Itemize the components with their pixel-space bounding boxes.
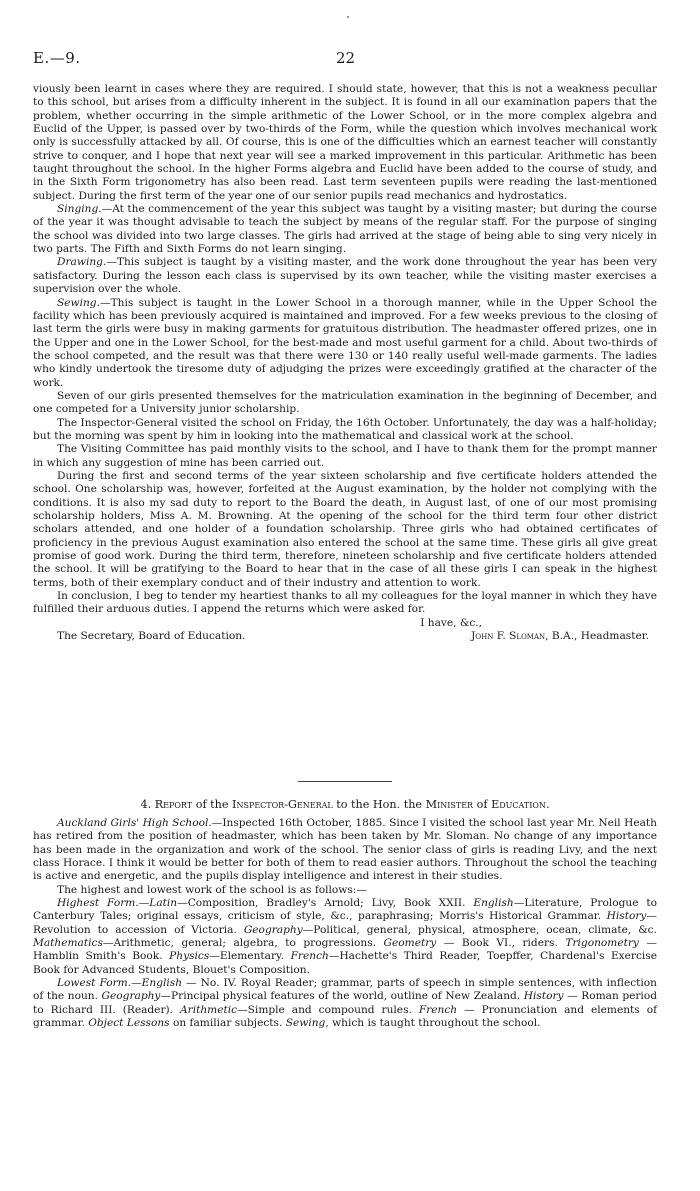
paragraph-drawing: Drawing.—This subject is taught by a visiting master, and the work done throughout the year has been very satisfactory. During the lesson each class is supervised by its own teacher, while the visiting master exercises a supervision over the whole. [33, 256, 657, 296]
paragraph-mathematics: viously been learnt in cases where they are required. I should state, however, that this is not a weakness peculiar to this school, but arises from a difficulty inherent in the subject. It is found in all our examination papers that the problem, whether occurring in the simple arithmetic of the Lower School, or in the more complex algebra and Euclid of the Upper, is passed over by two-thirds of the Form, while the question which involves mechanical work only is successfully attacked by all. Of course, this is one of the difficulties which an earnest teacher will constantly strive to conquer, and I hope that next year will see a marked improvement in this particular. Arithmetic has been taught throughout the school. In the higher Forms algebra and Euclid have been added to the course of study, and in the Sixth Form trigonometry has also been read. Last term seventeen pupils were reading the last-mentioned subject. During the first term of the year one of our senior pupils read mechanics and hydrostatics. [33, 83, 657, 202]
paragraph-conclusion: In conclusion, I beg to tender my heartiest thanks to all my colleagues for the loyal manner in which they have fulfilled their arduous duties. I append the returns which were asked for. [33, 590, 657, 616]
report-title: 4. Report of the Inspector-General to the Hon. the Minister of Education. [140, 798, 550, 811]
paragraph-visiting-committee: The Visiting Committee has paid monthly visits to the school, and I have to thank them for the prompt manner in which any suggestion of mine has been carried out. [33, 443, 657, 469]
closing-salutation: I have, &c., [420, 616, 482, 629]
paragraph-inspector-visit: The Inspector-General visited the school on Friday, the 16th October. Unfortunately, the day was a half-holiday; but the morning was spent by him in looking into the mathematical and classical work at the school. [33, 416, 657, 442]
paragraph-matriculation: Seven of our girls presented themselves for the matriculation examination in the beginning of December, and one competed for a University junior scholarship. [33, 389, 657, 416]
inspector-report-body [33, 817, 657, 1031]
document-code: E.—9. [33, 49, 81, 67]
highest-form-heading: Highest Form. [57, 897, 139, 910]
page-number: 22 [336, 49, 356, 67]
paragraph-scholarships: During the first and second terms of the year sixteen scholarship and five certificate holders attended the school. One scholarship was, however, forfeited at the August examination, by the holder not complying with the conditions. It is also my sad duty to report to the Board the death, in August last, of one of our most promising scholarship holders, Miss A. M. Browning. At the opening of the school for the third term four other district scholars attended, and one holder of a foundation scholarship. Three girls who had obtained certificates of proficiency in the previous August examination also entered the school at the same time. These girls all give great promise of good work. During the third term, therefore, nineteen scholarship and five certificate holders attended the school. It will be gratifying to the Board to hear that in the case of all these girls I can speak in the highest terms, both of their exemplary conduct and of their industry and attention to work. [33, 469, 657, 589]
singing-heading: Singing. [57, 203, 102, 216]
paragraph-highest-form: Highest Form.—Latin—Composition, Bradley's Arnold; Livy, Book XXII. English—Literature, Prologue to Canterbury Tales; original essays, criticism of style, &c., paraphrasing; Morris's Historical Grammar. History—Revolution to accession of Victoria. Geography—Political, general, physical, atmosphere, ocean, climate, &c. Mathematics—Arithmetic, general; algebra, to progressions. Geometry — Book VI., riders. Trigonometry — Hamblin Smith's Book. Physics—Elementary. French—Hachette's Third Reader, Toepffer, Chardenal's Exercise Book for Advanced Students, Blouet's Composition. [33, 897, 658, 976]
sewing-heading: Sewing. [57, 296, 100, 309]
lowest-form-heading: Lowest Form. [57, 977, 132, 990]
section-divider [298, 781, 392, 782]
signature: John F. Sloman, B.A., Headmaster. [471, 630, 649, 643]
auckland-heading: Auckland Girls' High School. [57, 817, 212, 829]
addressee: The Secretary, Board of Education. [57, 630, 246, 643]
paragraph-singing: Singing.—At the commencement of the year this subject was taught by a visiting master; but during the course of the year it was thought advisable to teach the subject by means of the regular staff. For the purpose of singing the school was divided into two large classes. The girls had arrived at the stage of being able to sing very nicely in two parts. The Fifth and Sixth Forms do not learn singing. [33, 203, 657, 256]
paragraph-auckland: Auckland Girls' High School.—Inspected 16th October, 1885. Since I visited the school last year Mr. Neil Heath has retired from the position of headmaster, which has been taken by Mr. Sloman. No change of any importance has been made in the organization and work of the school. The senior class of girls is reading Livy, and the next class Horace. I think it would be better for both of them to read easier authors. Throughout the school the teaching is active and energetic, and the pupils display intelligence and interest in their studies. [33, 817, 657, 883]
printer-mark [347, 16, 349, 18]
paragraph-highest-lowest: The highest and lowest work of the school is as follows:— [57, 883, 367, 896]
drawing-heading: Drawing. [57, 256, 107, 269]
paragraph-sewing: Sewing.—This subject is taught in the Lower School in a thorough manner, while in the Upper School the facility which has been previously acquired is maintained and improved. For a few weeks previous to the closing of last term the girls were busy in making garments for gratuitous distribution. The headmaster offered prizes, one in the Upper and one in the Lower School, for the best-made and most useful garment for a child. About two-thirds of the school competed, and the result was that there were 130 or 140 really useful well-made garments. The ladies who kindly undertook the tiresome duty of adjudging the prizes were exceedingly gratified at the character of the work. [33, 296, 657, 389]
headmaster-report-body [33, 83, 657, 643]
signature-block [33, 630, 657, 643]
paragraph-lowest-form: Lowest Form.—English — No. IV. Royal Reader; grammar, parts of speech in simple sentences, with inflection of the noun. Geography—Principal physical features of the world, outline of New Zealand. History — Roman period to Richard III. (Reader). Arithmetic—Simple and compound rules. French — Pronunciation and elements of grammar. Object Lessons on familiar subjects. Sewing, which is taught throughout the school. [33, 977, 657, 1030]
